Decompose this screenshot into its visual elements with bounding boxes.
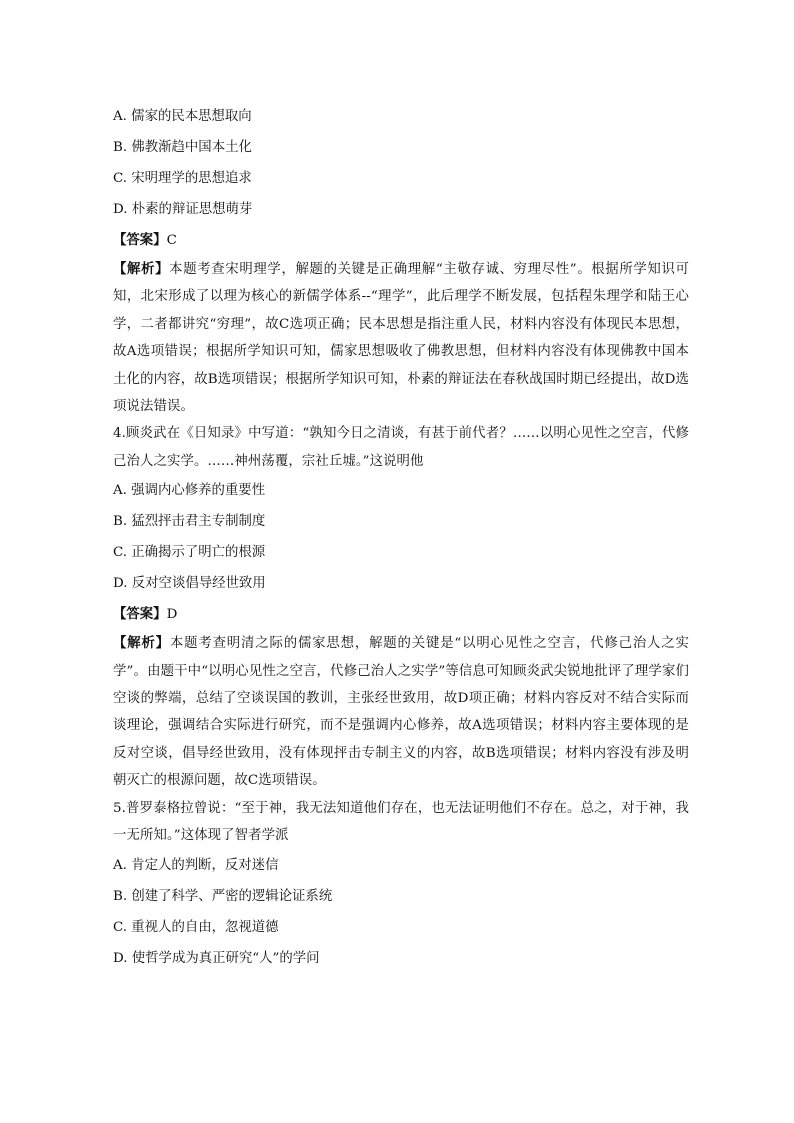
q5-option-d: D. 使哲学成为真正研究“人”的学问 bbox=[113, 950, 320, 966]
question-content bbox=[113, 101, 689, 974]
q4-answer bbox=[113, 599, 689, 630]
q3-analysis-text: 本题考查宋明理学，解题的关键是正确理解“主敬存诚、穷理尽性”。根据所学知识可知，北宋形成了以理为核心的新儒学体系--“理学”，此后理学不断发展，包括程朱理学和陆王心学，二者都讲究“穷理”，故C选项正确；民本思想是指注重人民，材料内容没有体现民本思想，故A选项错误；根据所学知识可知，儒家思想吸收了佛教思想，但材料内容没有体现佛教中国本土化的内容，故B选项错误；根据所学知识可知，朴素的辩证法在春秋战国时期已经提出，故D选项说法错误。 bbox=[113, 262, 689, 415]
q3-analysis bbox=[113, 256, 689, 420]
q3-option-b: B. 佛教渐趋中国本土化 bbox=[113, 140, 252, 155]
question-4 bbox=[113, 420, 689, 794]
q4-analysis-label: 【解析】 bbox=[113, 635, 170, 652]
q4-analysis-text: 本题考查明清之际的儒家思想，解题的关键是“以明心见性之空言，代修己治人之实学”。由题干中“以明心见性之空言，代修己治人之实学”等信息可知顾炎武尖锐地批评了理学家们空谈的弊端，总结了空谈误国的教训，主张经世致用，故D项正确；材料内容反对不结合实际而谈理论，强调结合实际进行研究，而不是强调内心修养，故A选项错误；材料内容主要体现的是反对空谈，倡导经世致用，没有体现抨击专制主义的内容，故B选项错误；材料内容没有涉及明朝灭亡的根源问题，故C选项错误。 bbox=[113, 636, 689, 789]
q3-option-c: C. 宋明理学的思想追求 bbox=[113, 171, 252, 186]
q5-stem: 5.普罗泰格拉曾说：“至于神，我无法知道他们存在，也无法证明他们不存在。总之，对于神，我一无所知。”这体现了智者学派 bbox=[113, 800, 689, 844]
q4-answer-value: D bbox=[166, 607, 178, 623]
q4-stem: 4.顾炎武在《日知录》中写道：“孰知今日之清谈，有甚于前代者？……以明心见性之空言，代修己治人之实学。……神州荡覆，宗社丘墟。”这说明他 bbox=[113, 426, 689, 469]
q3-answer-value: C bbox=[166, 233, 177, 248]
q3-analysis-label: 【解析】 bbox=[113, 261, 170, 277]
q4-option-a: A. 强调内心修养的重要性 bbox=[113, 483, 266, 499]
q5-option-a: A. 肯定人的判断，反对迷信 bbox=[113, 857, 279, 873]
q5-option-c: C. 重视人的自由，忽视道德 bbox=[113, 919, 279, 935]
q3-answer bbox=[113, 225, 689, 256]
q4-answer-label: 【答案】 bbox=[113, 606, 167, 623]
question-5 bbox=[113, 795, 689, 974]
q4-option-c: C. 正确揭示了明亡的根源 bbox=[113, 545, 266, 561]
q4-option-b: B. 猛烈抨击君主专制制度 bbox=[113, 514, 266, 530]
question-3 bbox=[113, 101, 689, 420]
q3-option-d: D. 朴素的辩证思想萌芽 bbox=[113, 202, 253, 217]
q3-option-a: A. 儒家的民本思想取向 bbox=[113, 109, 252, 124]
q4-analysis bbox=[113, 630, 689, 794]
q5-option-b: B. 创建了科学、严密的逻辑论证系统 bbox=[113, 888, 333, 904]
q4-option-d: D. 反对空谈倡导经世致用 bbox=[113, 576, 266, 592]
q3-answer-label: 【答案】 bbox=[113, 232, 167, 248]
